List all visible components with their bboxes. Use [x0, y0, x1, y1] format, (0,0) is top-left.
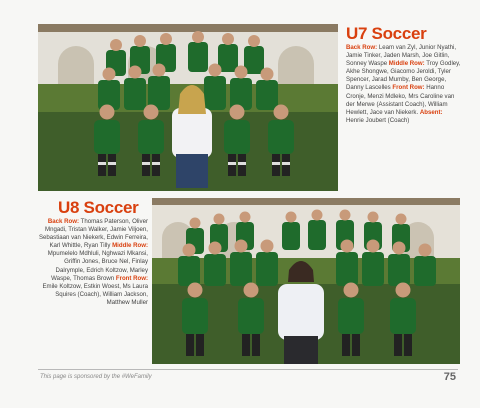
u7-team-photo: [38, 24, 338, 191]
u8-title: U8 Soccer: [58, 198, 139, 217]
u8-front-row-names: Emile Koltzow, Estkin Woest, Ms Laura Squires (Coach), William Jackson, Matthew Muller: [42, 282, 148, 306]
footer-sponsor-text: This page is sponsored by the #WeFamily: [40, 374, 152, 380]
u7-front-row-label: Front Row:: [392, 84, 425, 92]
u8-middle-row-names: Mpumelelo Mdhluli, Nghwazi Mkansi, Griffin Jones, Bruce Nel, Finlay Dalrymple, Edrich Koltzow, Marley Waspe, Thomas Brown: [47, 250, 148, 282]
u7-middle-row-names: Troy Godley, Akhe Shongwe, Giacomo Jeroldi, Tyler Spencer, Jarad Mumby, Ben George, Danny Lascelles: [346, 60, 461, 92]
footer-divider: [38, 369, 458, 370]
u7-absent-label: Absent:: [419, 108, 443, 116]
u8-back-row-label: Back Row:: [47, 218, 80, 225]
u8-middle-row-label: Middle Row:: [112, 242, 148, 250]
u7-title: U7 Soccer: [346, 24, 427, 43]
u8-front-row-label: Front Row:: [115, 274, 148, 282]
u7-back-row-names: Leam van Zyl, Junior Nyathi, Jamie Tinker, Jaden Marsh, Joe Gitlin, Sonney Waspe: [346, 44, 457, 68]
u7-caption: [346, 44, 462, 125]
u8-team-photo: [152, 198, 460, 364]
u7-front-row-names: Hanno Cronje, Menzi Mdleko, Mrs Caroline van der Merwe (Assistant Coach), William Hewlett, Jace van Niekerk.: [346, 84, 455, 116]
page-number: 75: [443, 371, 456, 383]
u7-back-row-label: Back Row:: [346, 44, 378, 51]
u8-caption: [38, 218, 148, 307]
u8-back-row-names: Thomas Paterson, Oliver Mngadi, Tristan Walker, Jamie Viljoen, Sebastiaan van Niekerk, Edwin Ferreira, Karl Whittle, Ryan Tilly: [38, 218, 148, 250]
u7-middle-row-label: Middle Row:: [388, 60, 425, 68]
u7-absent-names: Henrie Joubert (Coach): [346, 116, 410, 124]
